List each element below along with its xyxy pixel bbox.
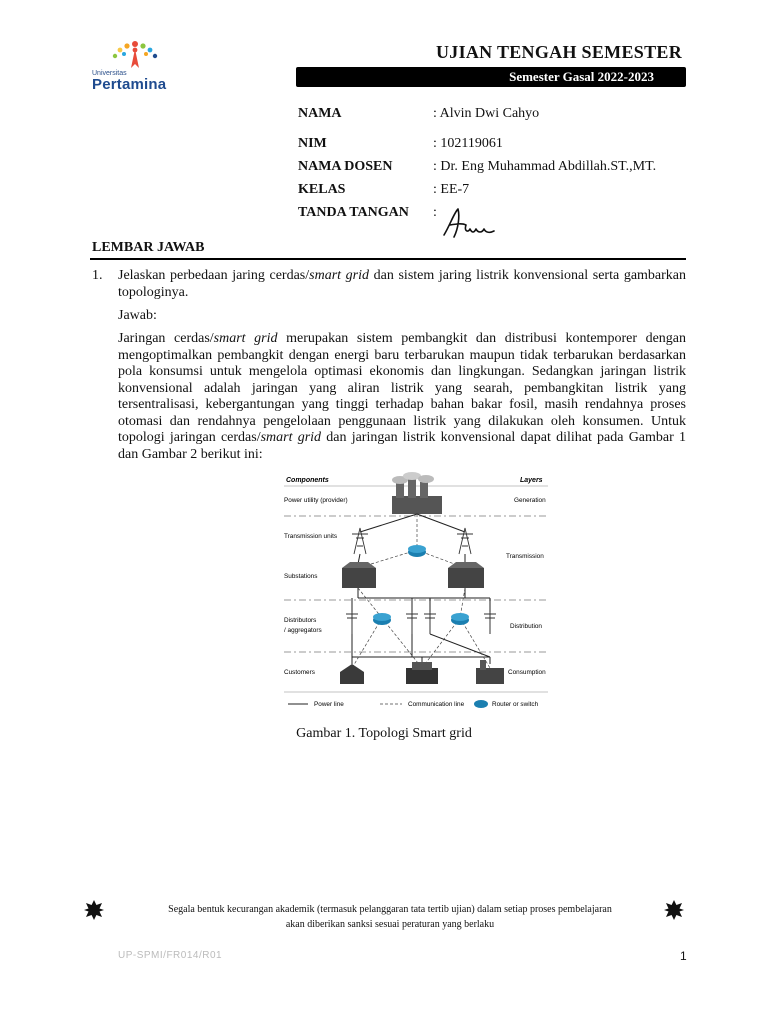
- component-aggregators: / aggregators: [284, 627, 322, 634]
- handwritten-signature: [440, 205, 496, 243]
- answer-label: Jawab:: [118, 308, 157, 323]
- identity-label-signature: TANDA TANGAN: [298, 205, 409, 220]
- form-code: UP-SPMI/FR014/R01: [118, 950, 223, 961]
- component-distributors: Distributors: [284, 617, 317, 624]
- question-number: 1.: [92, 268, 103, 283]
- legend-router-icon: [474, 700, 488, 708]
- answer-italic1: smart grid: [213, 331, 278, 346]
- question-text-part2: dan sistem jaring listrik konvensional serta gambarkan topologinya.: [118, 268, 687, 300]
- identity-label-class: KELAS: [298, 182, 346, 197]
- smart-grid-topology-figure: [280, 472, 552, 720]
- distribution-pole-icon: [346, 612, 496, 634]
- identity-value-name: : Alvin Dwi Cahyo: [433, 106, 540, 121]
- power-plant-icon: [392, 472, 442, 514]
- legend-power-line: Power line: [314, 701, 344, 708]
- section-divider: [90, 258, 686, 260]
- question-text-italic: smart grid: [309, 268, 370, 283]
- academic-integrity-note: [140, 902, 640, 932]
- university-logo: [92, 40, 182, 92]
- section-title: LEMBAR JAWAB: [92, 240, 205, 255]
- layer-transmission: Transmission: [506, 553, 544, 560]
- answer-part1: Jaringan cerdas/: [118, 331, 214, 346]
- layers-header: Layers: [520, 477, 543, 484]
- identity-value-lecturer: : Dr. Eng Muhammad Abdillah.ST.,MT.: [433, 159, 657, 174]
- component-customers: Customers: [284, 669, 315, 676]
- identity-label-lecturer: NAMA DOSEN: [298, 159, 393, 174]
- question-text: [118, 268, 686, 301]
- page-number: 1: [680, 949, 687, 963]
- exam-title: UJIAN TENGAH SEMESTER: [435, 42, 682, 62]
- customer-buildings-icon: [340, 660, 504, 684]
- component-substations: Substations: [284, 573, 318, 580]
- component-transmission-units: Transmission units: [284, 533, 338, 540]
- layer-consumption: Consumption: [508, 669, 546, 676]
- identity-value-signature: :: [433, 205, 437, 220]
- topology-diagram: [280, 472, 552, 720]
- right-star-icon: [664, 900, 684, 920]
- legend-router: Router or switch: [492, 701, 539, 708]
- left-star-icon: [84, 900, 104, 920]
- logo-leaves-icon: [110, 40, 160, 70]
- semester-bar: [296, 67, 686, 87]
- components-header: Components: [286, 477, 329, 484]
- layer-generation: Generation: [514, 497, 546, 504]
- question-text-part1: Jelaskan perbedaan jaring cerdas/: [118, 268, 310, 283]
- identity-value-class: : EE-7: [433, 182, 470, 197]
- identity-value-nim: : 102119061: [433, 136, 503, 151]
- legend-communication-line: Communication line: [408, 701, 465, 708]
- substation-icon: [342, 562, 484, 588]
- identity-label-name: NAMA: [298, 106, 342, 121]
- answer-italic2: smart grid: [260, 430, 322, 445]
- identity-label-nim: NIM: [298, 136, 327, 151]
- answer-part3: dan jaringan listrik konvensional dapat dilihat pada Gambar 1 dan Gambar 2 berikut ini:: [118, 430, 686, 462]
- answer-part2: merupakan sistem pembangkit dan distribusi kontemporer dengan mengoptimalkan pembangkit dengan energi baru terbarukan maupun tidak terbarukan berdasarkan pola konsumsi untuk mengelola optimasi ekonomis dan lingkungan. Sedangkan jaringan listrik konvensional adalah jaringan yang aliran listrik yang searah, pembangkitan listrik yang tersentralisasi, kebergantungan yang tinggi terhadap bahan bakar fosil, masih rendahnya proses otomasi dan rendahnya pengelolaan penggunaan listrik yang dilakukan oleh konsumen. Untuk topologi jaringan cerdas/: [118, 331, 687, 445]
- note-line-2: akan diberikan sanksi sesuai peraturan yang berlaku: [285, 919, 495, 930]
- semester-label: Semester Gasal 2022-2023: [509, 69, 654, 84]
- figure-caption: Gambar 1. Topologi Smart grid: [296, 726, 472, 741]
- component-power-utility: Power utility (provider): [284, 497, 348, 504]
- logo-university-text: Universitas: [92, 70, 127, 77]
- layer-distribution: Distribution: [510, 623, 542, 630]
- answer-text: [118, 331, 686, 463]
- logo-name-text: Pertamina: [92, 76, 167, 93]
- note-line-1: Segala bentuk kecurangan akademik (termasuk pelanggaran tata tertib ujian) dalam setiap proses pembelajaran: [168, 904, 612, 915]
